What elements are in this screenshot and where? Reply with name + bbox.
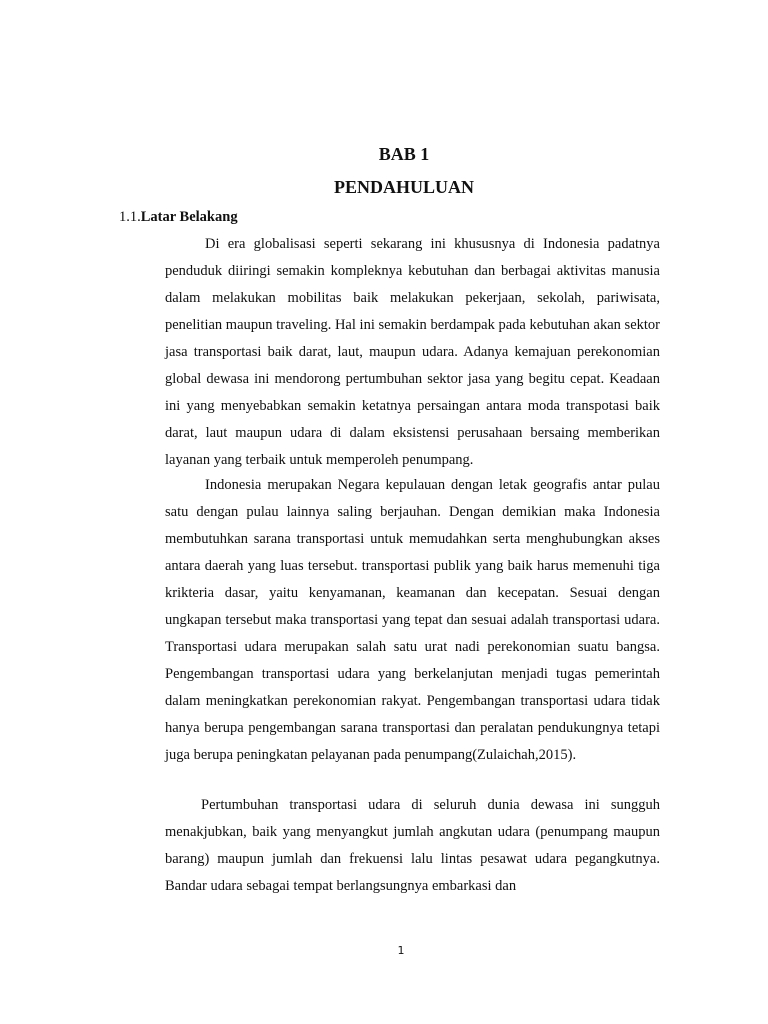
paragraph-1: Di era globalisasi seperti sekarang ini khususnya di Indonesia padatnya penduduk diiringi semakin kompleknya kebutuhan dan berbagai aktivitas manusia dalam melakukan mobilitas baik melakukan pekerjaan, sekolah, pariwisata, penelitian maupun traveling. Hal ini semakin berdampak pada kebutuhan akan sektor jasa transportasi baik darat, laut, maupun udara. Adanya kemajuan perekonomian global dewasa ini mendorong pertumbuhan sektor jasa yang begitu cepat. Keadaan ini yang menyebabkan semakin ketatnya persaingan antara moda transpotasi baik darat, laut maupun udara di dalam eksistensi perusahaan bersaing memberikan layanan yang terbaik untuk memperoleh penumpang. [165, 236, 660, 468]
section-title: Latar Belakang [140, 209, 238, 225]
paragraph-3: Pertumbuhan transportasi udara di seluruh dunia dewasa ini sungguh menakjubkan, baik yang menyangkut jumlah angkutan udara (penumpang maupun barang) maupun jumlah dan frekuensi lalu lintas pesawat udara pegangkutnya. Bandar udara sebagai tempat berlangsungnya embarkasi dan [165, 797, 660, 894]
paragraph-2: Indonesia merupakan Negara kepulauan dengan letak geografis antar pulau satu dengan pulau lainnya saling berjauhan. Dengan demikian maka Indonesia membutuhkan sarana transportasi untuk memudahkan serta menghubungkan akses antara daerah yang luas tersebut. transportasi publik yang baik harus memenuhi tiga krikteria dasar, yaitu kenyamanan, keamanan dan kecepatan. Sesuai dengan ungkapan tersebut maka transportasi yang tepat dan sesuai adalah transportasi udara. Transportasi udara merupakan salah satu urat nadi perekonomian suatu bangsa. Pengembangan transportasi udara yang berkelanjutan menjadi tugas pemerintah dalam meningkatkan perekonomian rakyat. Pengembangan transportasi udara tidak hanya berupa pengembangan sarana transportasi dan peralatan pendukungnya tetapi juga berupa peningkatan pelayanan pada penumpang(Zulaichah,2015). [165, 477, 660, 763]
section-number: 1.1. [119, 209, 141, 225]
page-number: 1 [397, 944, 405, 957]
section-heading [119, 209, 238, 226]
chapter-title: PENDAHULUAN [333, 177, 474, 197]
chapter-number: BAB 1 [378, 144, 430, 164]
